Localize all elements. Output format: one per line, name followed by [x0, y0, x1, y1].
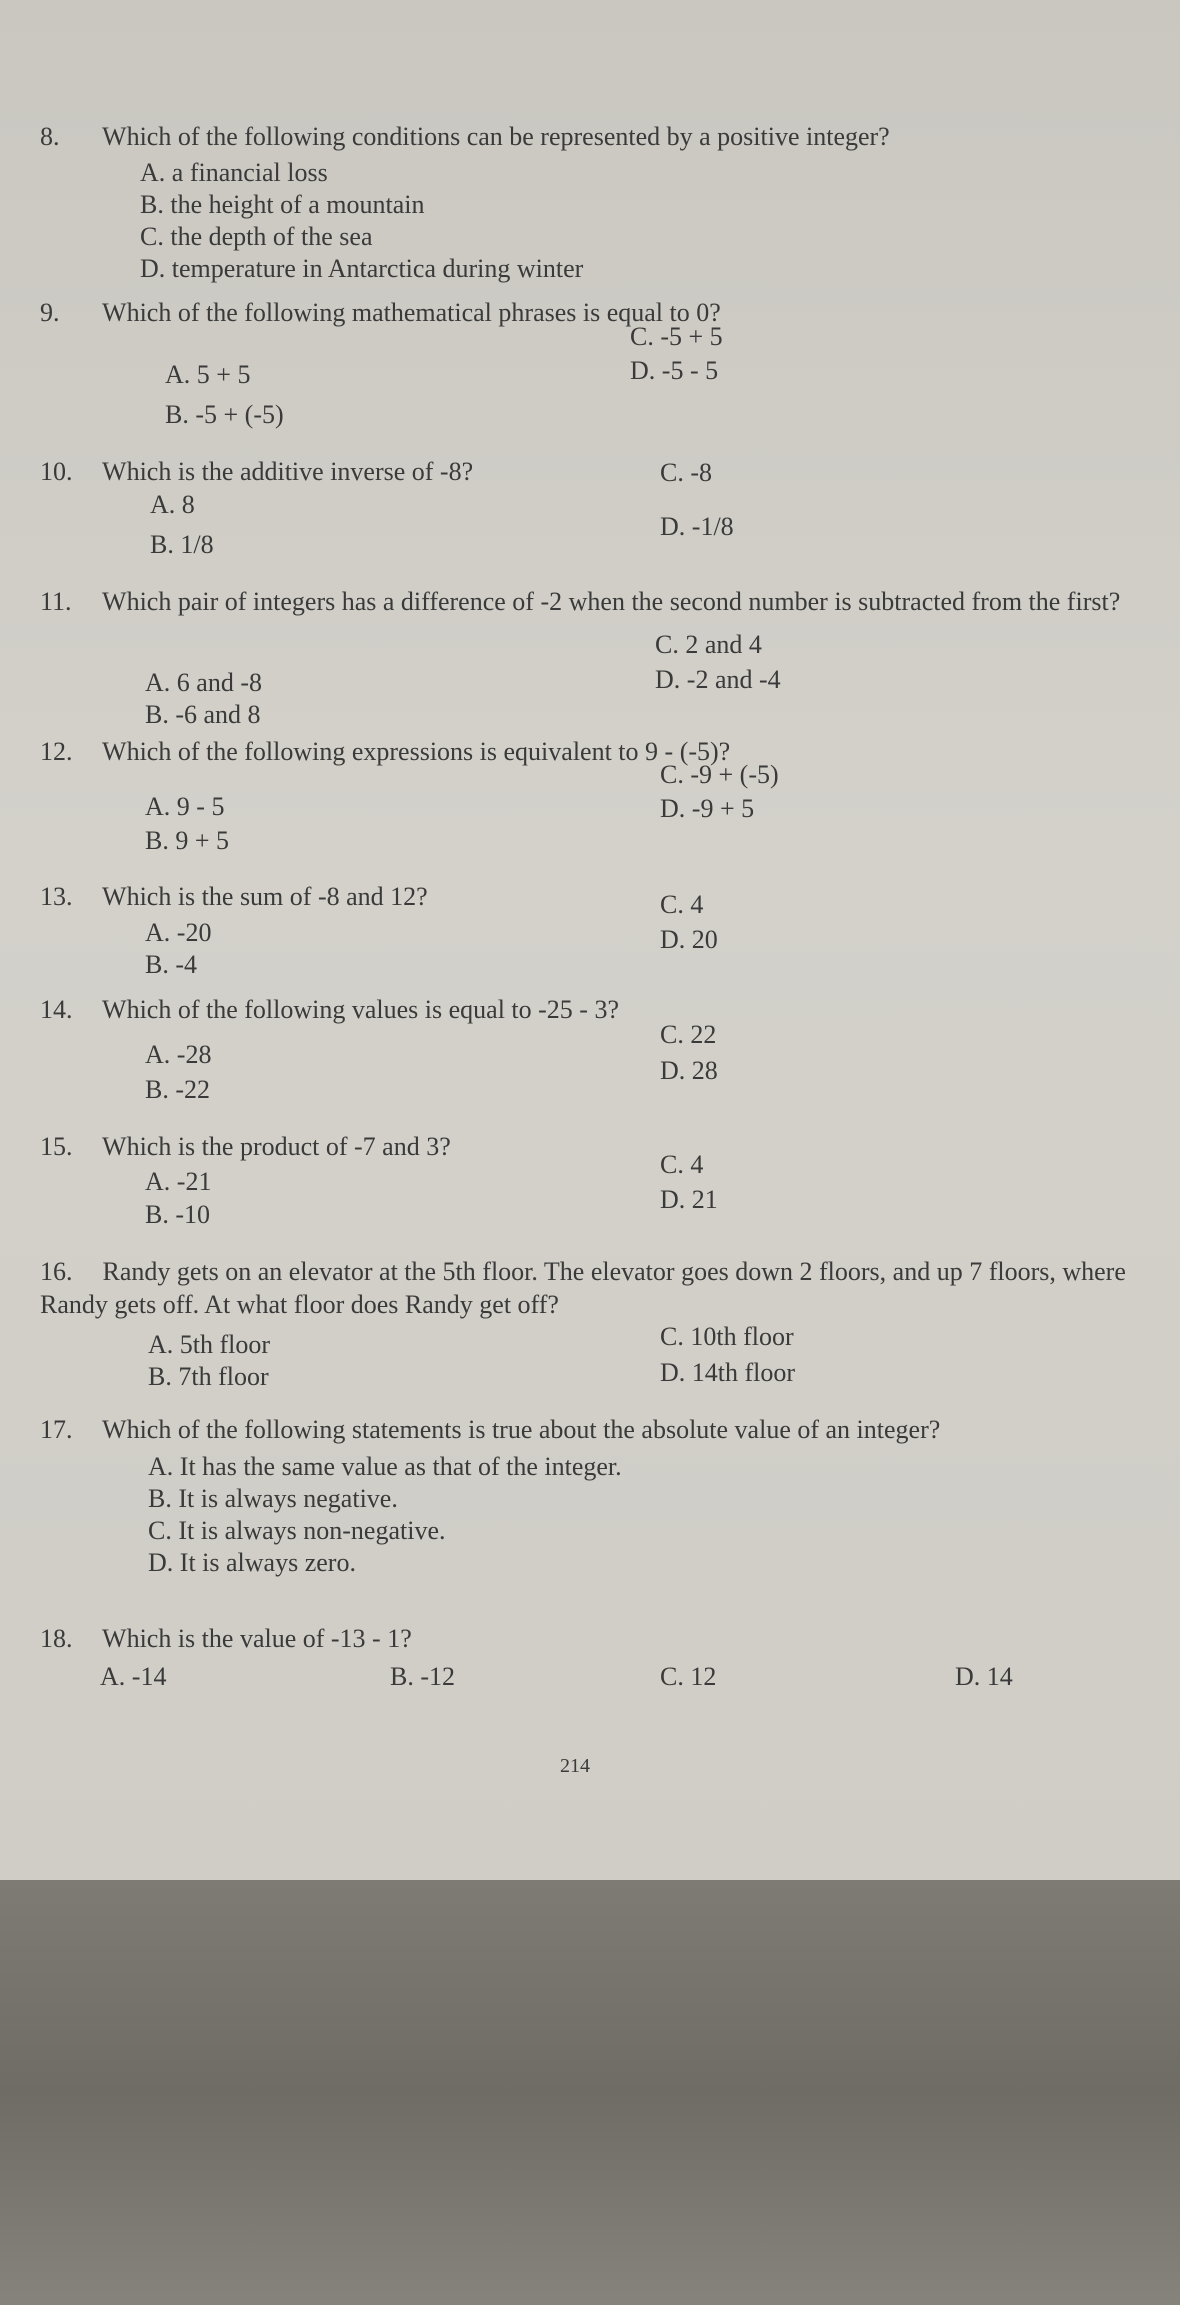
question-number: 15.: [40, 1132, 73, 1161]
option-d: D. -5 - 5: [630, 356, 719, 385]
option-b: B. 1/8: [150, 530, 214, 559]
question-stem: Randy gets on an elevator at the 5th floor. The elevator goes down 2 floors, and up 7 floors, where Randy gets off. At what floor does Randy get off?: [40, 1257, 1126, 1319]
option-c: C. 22: [660, 1020, 717, 1049]
question-stem: Which of the following statements is true about the absolute value of an integer?: [102, 1415, 941, 1444]
option-a: A. 9 - 5: [145, 792, 225, 821]
option-d: D. 20: [660, 925, 718, 954]
option-a: A. 6 and -8: [145, 668, 262, 697]
question-14: [40, 993, 1140, 1026]
question-17: [40, 1413, 1140, 1446]
question-stem: Which is the value of -13 - 1?: [102, 1624, 412, 1653]
option-d: D. temperature in Antarctica during winter: [140, 254, 584, 283]
question-number: 8.: [40, 122, 60, 151]
option-a: A. -21: [145, 1167, 212, 1196]
option-c: C. 2 and 4: [655, 630, 762, 659]
option-b: B. It is always negative.: [148, 1484, 398, 1513]
option-c: C. 10th floor: [660, 1322, 794, 1351]
question-13: [40, 880, 1140, 913]
option-a: A. 8: [150, 490, 195, 519]
option-b: B. -4: [145, 950, 198, 979]
option-a: A. 5th floor: [148, 1330, 271, 1359]
question-stem: Which is the product of -7 and 3?: [102, 1132, 451, 1161]
option-a: A. It has the same value as that of the integer.: [148, 1452, 622, 1481]
option-c: C. 4: [660, 1150, 704, 1179]
option-c: C. It is always non-negative.: [148, 1516, 446, 1545]
question-number: 13.: [40, 882, 73, 911]
question-stem: Which of the following conditions can be represented by a positive integer?: [102, 122, 890, 151]
option-b: B. the height of a mountain: [140, 190, 425, 219]
option-c: C. the depth of the sea: [140, 222, 373, 251]
option-b: B. -12: [390, 1662, 456, 1691]
option-b: B. 7th floor: [148, 1362, 269, 1391]
question-9: [40, 296, 1140, 329]
question-number: 12.: [40, 737, 73, 766]
option-d: D. 14th floor: [660, 1358, 796, 1387]
option-d: D. 21: [660, 1185, 718, 1214]
question-stem: Which is the sum of -8 and 12?: [102, 882, 428, 911]
option-d: D. It is always zero.: [148, 1548, 356, 1577]
question-11: [40, 585, 1140, 618]
option-b: B. -5 + (-5): [165, 400, 284, 429]
option-d: D. 14: [955, 1662, 1013, 1691]
question-number: 10.: [40, 457, 73, 486]
option-a: A. a financial loss: [140, 158, 328, 187]
option-c: C. -8: [660, 458, 713, 487]
option-c: C. -5 + 5: [630, 322, 723, 351]
question-18: [40, 1622, 1140, 1655]
option-a: A. 5 + 5: [165, 360, 251, 389]
option-a: A. -20: [145, 918, 212, 947]
question-stem: Which of the following expressions is equivalent to 9 - (-5)?: [102, 737, 731, 766]
option-d: D. -2 and -4: [655, 665, 781, 694]
question-number: 16.: [40, 1257, 73, 1286]
question-number: 18.: [40, 1624, 73, 1653]
question-8: [40, 120, 1140, 153]
option-a: A. -14: [100, 1662, 167, 1691]
surface-below-page: [0, 1880, 1180, 2305]
question-stem: Which is the additive inverse of -8?: [102, 457, 474, 486]
option-d: D. 28: [660, 1056, 718, 1085]
option-b: B. -22: [145, 1075, 211, 1104]
option-a: A. -28: [145, 1040, 212, 1069]
option-d: D. -9 + 5: [660, 794, 755, 823]
question-number: 11.: [40, 587, 72, 616]
question-16: [40, 1255, 1140, 1321]
option-d: D. -1/8: [660, 512, 734, 541]
question-12: [40, 735, 1140, 768]
option-b: B. -6 and 8: [145, 700, 261, 729]
option-c: C. 12: [660, 1662, 717, 1691]
question-stem: Which of the following values is equal to -25 - 3?: [102, 995, 620, 1024]
option-b: B. 9 + 5: [145, 826, 230, 855]
question-number: 14.: [40, 995, 73, 1024]
page-number: 214: [560, 1755, 590, 1777]
option-c: C. 4: [660, 890, 704, 919]
question-stem: Which of the following mathematical phrases is equal to 0?: [102, 298, 721, 327]
question-number: 17.: [40, 1415, 73, 1444]
question-10: [40, 455, 1140, 488]
option-b: B. -10: [145, 1200, 211, 1229]
question-stem: Which pair of integers has a difference of -2 when the second number is subtracted from the first?: [102, 587, 1121, 616]
question-15: [40, 1130, 1140, 1163]
question-number: 9.: [40, 298, 60, 327]
option-c: C. -9 + (-5): [660, 760, 779, 789]
